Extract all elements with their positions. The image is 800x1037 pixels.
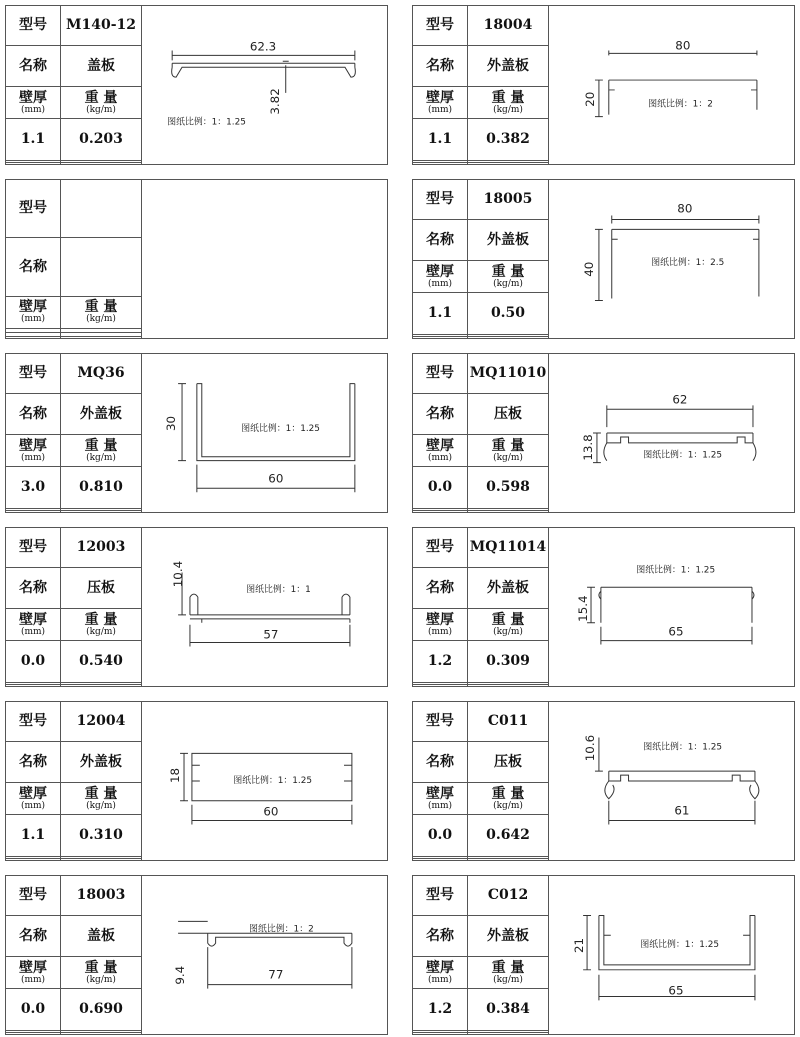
empty-cell — [61, 859, 142, 860]
scale-note: 图纸比例：1：1.25 — [233, 775, 313, 786]
model-label: 型号 — [413, 354, 468, 394]
dim-width: 80 — [675, 38, 691, 53]
empty-cell — [468, 859, 549, 860]
name-value: 压板 — [468, 394, 549, 435]
model-value: C011 — [468, 702, 549, 742]
spec-table — [413, 702, 549, 860]
name-label: 名称 — [6, 568, 61, 609]
empty-cell — [61, 163, 142, 164]
empty-cell — [61, 685, 142, 686]
profile-card — [5, 353, 388, 513]
dim-width: 80 — [677, 201, 693, 216]
dim-height: 15.4 — [576, 595, 591, 622]
profile-drawing — [549, 702, 794, 860]
dim-height: 13.8 — [581, 434, 596, 461]
thickness-value: 0.0 — [6, 641, 61, 682]
thickness-value: 1.1 — [413, 293, 468, 334]
model-label: 型号 — [413, 702, 468, 742]
spec-table — [6, 180, 142, 338]
model-label: 型号 — [6, 180, 61, 237]
weight-value: 0.690 — [61, 989, 142, 1030]
empty-cell — [61, 1033, 142, 1034]
profile-drawing — [549, 6, 794, 164]
profile-svg — [142, 876, 387, 1034]
profile-svg — [549, 876, 794, 1034]
dim-height: 10.6 — [582, 734, 597, 762]
profile-card — [412, 875, 795, 1035]
thickness-value: 0.0 — [6, 989, 61, 1030]
weight-value: 0.309 — [468, 641, 549, 682]
name-label: 名称 — [413, 46, 468, 87]
thickness-value: 3.0 — [6, 467, 61, 508]
profile-drawing — [142, 6, 387, 164]
name-value: 外盖板 — [61, 742, 142, 783]
profile-svg — [549, 180, 794, 338]
weight-label: 重 量 (kg/m) — [468, 87, 549, 119]
weight-value: 0.50 — [468, 293, 549, 334]
name-value: 外盖板 — [468, 220, 549, 261]
weight-value: 0.310 — [61, 815, 142, 856]
empty-cell — [468, 685, 549, 686]
dim-height: 3.82 — [267, 88, 282, 115]
thickness-label: 壁厚 (mm) — [413, 435, 468, 467]
name-value — [61, 237, 142, 296]
model-label: 型号 — [6, 528, 61, 568]
model-value: MQ11014 — [468, 528, 549, 568]
dim-width: 62 — [672, 392, 688, 407]
name-label: 名称 — [413, 568, 468, 609]
profile-svg — [142, 354, 387, 512]
empty-cell — [413, 685, 468, 686]
empty-cell — [468, 1033, 549, 1034]
empty-cell — [413, 1033, 468, 1034]
scale-note: 图纸比例：1：1.25 — [643, 742, 723, 753]
profile-drawing — [142, 528, 387, 686]
profile-drawing — [549, 528, 794, 686]
dim-width: 60 — [268, 471, 284, 486]
model-label: 型号 — [413, 180, 468, 220]
profile-card — [412, 5, 795, 165]
model-value: 12003 — [61, 528, 142, 568]
model-value: M140-12 — [61, 6, 142, 46]
name-label: 名称 — [6, 394, 61, 435]
empty-cell — [6, 859, 61, 860]
profile-drawing — [549, 876, 794, 1034]
thickness-value: 1.1 — [6, 815, 61, 856]
weight-value: 0.203 — [61, 119, 142, 160]
profile-card — [412, 353, 795, 513]
dim-height: 18 — [168, 767, 183, 783]
scale-note: 图纸比例：1：1.25 — [636, 565, 716, 576]
weight-label: 重 量 (kg/m) — [468, 609, 549, 641]
model-label: 型号 — [413, 876, 468, 916]
model-value: 18005 — [468, 180, 549, 220]
model-label: 型号 — [6, 876, 61, 916]
thickness-label: 壁厚 (mm) — [6, 957, 61, 989]
spec-table — [413, 180, 549, 338]
scale-note: 图纸比例：1：1.25 — [640, 940, 720, 951]
profile-svg — [549, 6, 794, 164]
empty-cell — [468, 511, 549, 512]
dim-width: 65 — [668, 983, 684, 998]
profile-drawing — [549, 180, 794, 338]
weight-label: 重 量 (kg/m) — [61, 783, 142, 815]
weight-label: 重 量 (kg/m) — [61, 435, 142, 467]
model-value: MQ36 — [61, 354, 142, 394]
thickness-label: 壁厚 (mm) — [6, 87, 61, 119]
thickness-value: 1.1 — [413, 119, 468, 160]
weight-value: 0.382 — [468, 119, 549, 160]
empty-cell — [413, 859, 468, 860]
weight-value: 0.642 — [468, 815, 549, 856]
name-label: 名称 — [413, 394, 468, 435]
thickness-value: 0.0 — [413, 467, 468, 508]
thickness-value: 1.2 — [413, 641, 468, 682]
name-value: 外盖板 — [468, 568, 549, 609]
scale-note: 图纸比例：1：1 — [246, 585, 311, 596]
spec-table — [6, 702, 142, 860]
model-value: 18003 — [61, 876, 142, 916]
spec-table — [6, 528, 142, 686]
profile-card — [5, 701, 388, 861]
name-value: 压板 — [61, 568, 142, 609]
profile-card — [5, 179, 388, 339]
name-label: 名称 — [413, 220, 468, 261]
scale-note: 图纸比例：1：1.25 — [643, 450, 723, 461]
profile-card — [5, 5, 388, 165]
scale-note: 图纸比例：1：1.25 — [241, 424, 320, 435]
name-value: 外盖板 — [468, 916, 549, 957]
weight-label: 重 量 (kg/m) — [468, 261, 549, 293]
profile-svg — [549, 702, 794, 860]
model-label: 型号 — [413, 528, 468, 568]
model-label: 型号 — [6, 354, 61, 394]
weight-label: 重 量 (kg/m) — [468, 783, 549, 815]
dim-height: 9.4 — [173, 965, 188, 985]
empty-cell — [61, 336, 142, 338]
thickness-value: 1.1 — [6, 119, 61, 160]
empty-cell — [61, 511, 142, 512]
dim-width: 60 — [263, 804, 279, 819]
profile-card — [412, 179, 795, 339]
thickness-label: 壁厚 (mm) — [413, 957, 468, 989]
spec-table — [413, 6, 549, 164]
profile-card — [5, 527, 388, 687]
thickness-label: 壁厚 (mm) — [413, 609, 468, 641]
dim-height: 40 — [581, 261, 596, 277]
weight-label: 重 量 (kg/m) — [61, 297, 142, 329]
empty-cell — [413, 337, 468, 338]
weight-label: 重 量 (kg/m) — [468, 435, 549, 467]
name-label: 名称 — [413, 742, 468, 783]
dim-width: 77 — [268, 967, 284, 982]
profile-card — [412, 527, 795, 687]
thickness-value: 1.2 — [413, 989, 468, 1030]
profile-drawing — [142, 702, 387, 860]
dim-height: 21 — [572, 937, 587, 954]
dim-width: 65 — [668, 624, 684, 639]
thickness-label: 壁厚 (mm) — [6, 609, 61, 641]
thickness-value: 0.0 — [413, 815, 468, 856]
name-value: 压板 — [468, 742, 549, 783]
weight-value: 0.810 — [61, 467, 142, 508]
spec-table — [413, 354, 549, 512]
model-value: 18004 — [468, 6, 549, 46]
model-value — [61, 180, 142, 237]
profile-svg — [142, 6, 387, 164]
name-value: 外盖板 — [61, 394, 142, 435]
profile-card — [5, 875, 388, 1035]
scale-note: 图纸比例：1：2.5 — [651, 257, 725, 268]
weight-label: 重 量 (kg/m) — [61, 87, 142, 119]
model-value: 12004 — [61, 702, 142, 742]
empty-cell — [6, 511, 61, 512]
profile-svg — [142, 702, 387, 860]
dim-height: 10.4 — [171, 560, 186, 588]
weight-label: 重 量 (kg/m) — [61, 609, 142, 641]
model-value: C012 — [468, 876, 549, 916]
spec-table — [413, 876, 549, 1034]
spec-table — [6, 876, 142, 1034]
dim-height: 20 — [582, 91, 597, 107]
spec-table — [413, 528, 549, 686]
dim-width: 62.3 — [249, 39, 277, 54]
empty-cell — [413, 511, 468, 512]
profile-drawing — [142, 876, 387, 1034]
name-label: 名称 — [6, 237, 61, 296]
empty-cell — [468, 163, 549, 164]
empty-cell — [468, 337, 549, 338]
profile-drawing — [549, 354, 794, 512]
weight-value: 0.384 — [468, 989, 549, 1030]
scale-note: 图纸比例：1：2 — [249, 924, 314, 935]
scale-note: 图纸比例：1：2 — [648, 99, 713, 110]
profile-card — [412, 701, 795, 861]
thickness-label: 壁厚 (mm) — [413, 87, 468, 119]
name-label: 名称 — [6, 46, 61, 87]
model-label: 型号 — [6, 702, 61, 742]
empty-cell — [6, 336, 61, 338]
scale-note: 图纸比例：1：1.25 — [167, 117, 246, 128]
profile-svg — [549, 354, 794, 512]
profile-drawing — [142, 354, 387, 512]
thickness-label: 壁厚 (mm) — [6, 297, 61, 329]
name-value: 盖板 — [61, 46, 142, 87]
weight-label: 重 量 (kg/m) — [468, 957, 549, 989]
name-value: 盖板 — [61, 916, 142, 957]
name-value: 外盖板 — [468, 46, 549, 87]
thickness-label: 壁厚 (mm) — [6, 435, 61, 467]
profile-svg — [549, 528, 794, 686]
model-value: MQ11010 — [468, 354, 549, 394]
weight-label: 重 量 (kg/m) — [61, 957, 142, 989]
empty-cell — [6, 1033, 61, 1034]
model-label: 型号 — [6, 6, 61, 46]
name-label: 名称 — [6, 916, 61, 957]
weight-value: 0.598 — [468, 467, 549, 508]
name-label: 名称 — [6, 742, 61, 783]
thickness-label: 壁厚 (mm) — [6, 783, 61, 815]
dim-width: 61 — [674, 803, 690, 818]
dim-height: 30 — [164, 415, 179, 432]
spec-table — [6, 6, 142, 164]
spec-table — [6, 354, 142, 512]
model-label: 型号 — [413, 6, 468, 46]
name-label: 名称 — [413, 916, 468, 957]
thickness-label: 壁厚 (mm) — [413, 261, 468, 293]
thickness-label: 壁厚 (mm) — [413, 783, 468, 815]
dim-width: 57 — [263, 627, 279, 642]
empty-cell — [6, 163, 61, 164]
empty-cell — [6, 685, 61, 686]
weight-value: 0.540 — [61, 641, 142, 682]
profile-svg — [142, 528, 387, 686]
profile-drawing — [142, 180, 387, 338]
empty-cell — [413, 163, 468, 164]
